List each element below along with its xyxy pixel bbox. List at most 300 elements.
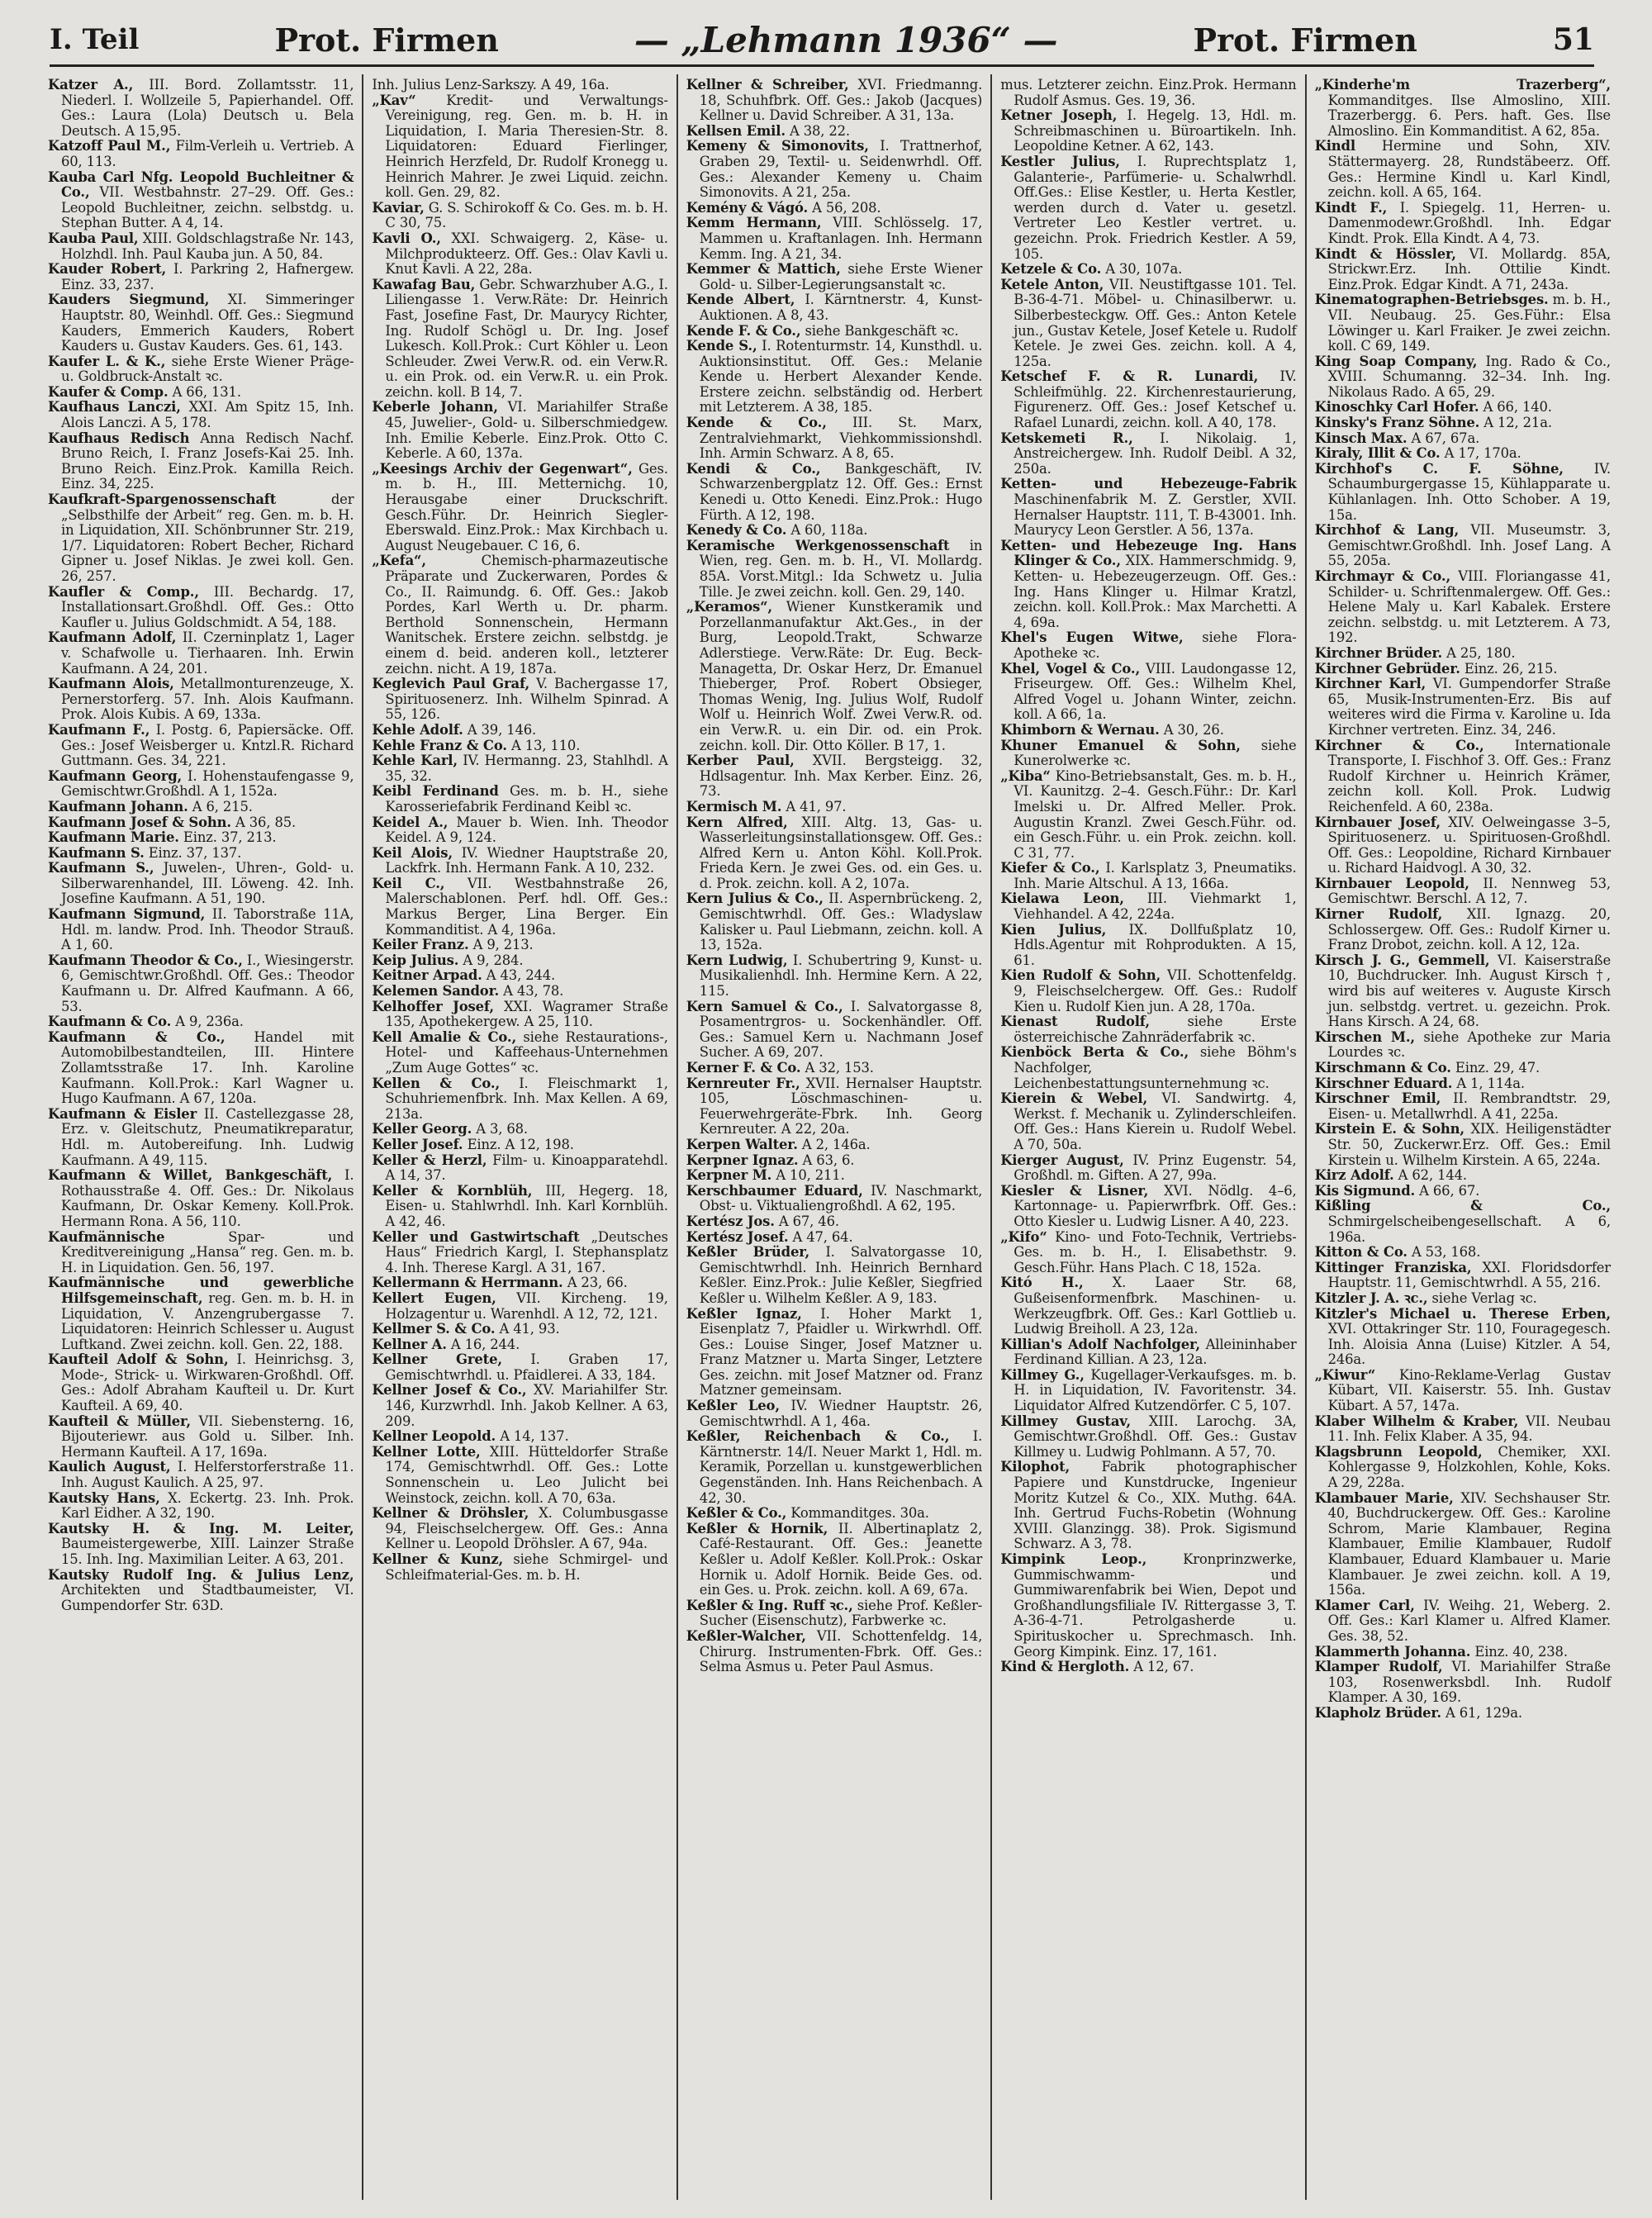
firm-name: Kinoschky Carl Hofer.	[1314, 399, 1479, 416]
entry-details: Kredit- und Verwaltungs-Vereinigung, reg. Gen. m. b. H. in Liquidation, I. Maria Theresien-Str. 8. Liquidatoren: Eduard Fierlinger, Heinrich Herzfeld, Dr. Rudolf Kronegg u. Heinrich Mahrer. Je zwei Liquid. zeichn. koll. Gen. 29, 82.	[385, 92, 668, 201]
firm-name: Kende & Co.,	[686, 415, 827, 431]
firm-name: Kell Amalie & Co.,	[372, 1028, 517, 1045]
firm-name: Kermisch M.	[686, 798, 782, 815]
firm-name: Keil C.,	[372, 875, 445, 891]
firm-name: Kellner Grete,	[372, 1351, 502, 1368]
directory-entry	[686, 800, 982, 815]
directory-entry	[1000, 1460, 1296, 1552]
directory-entry	[372, 1137, 667, 1153]
entry-details: XXI. Am Spitz 15, Inh. Alois Lanczi. A 5, 178.	[61, 399, 354, 431]
directory-entry	[1315, 400, 1611, 416]
entry-details: IV. Schleifmühlg. 22. Kirchenrestaurierung, Figurenerz. Off. Ges.: Josef Ketschef u. Rafael Lunardi, zeichn. koll. A 40, 178.	[1014, 368, 1297, 431]
entry-details: siehe Erste Wiener Präge- u. Goldbruck-Anstalt ꝛc.	[61, 353, 354, 385]
firm-name: Kitzler J. A. ꝛc.,	[1314, 1289, 1428, 1306]
entry-details: III, Hegerg. 18, Eisen- u. Stahlwrhdl. Inh. Karl Kornblüh. A 42, 46.	[385, 1182, 668, 1229]
directory-entry	[48, 170, 354, 231]
directory-entry	[48, 861, 354, 907]
directory-entry	[1315, 1199, 1611, 1245]
directory-entry	[48, 1168, 354, 1229]
firm-name: Kindl	[1314, 138, 1355, 154]
directory-entry	[48, 769, 354, 800]
entry-details: XI. Simmeringer Hauptstr. 80, Weinhdl. Off. Ges.: Siegmund Kauders, Emmerich Kauders, Robert Kauders u. Gustav Kauders. Ges. 61, 143.	[61, 292, 354, 354]
entry-details: A 9, 284.	[463, 952, 524, 968]
directory-entry	[48, 1030, 354, 1107]
section-label: I. Teil	[50, 23, 140, 56]
directory-entry	[48, 953, 354, 1014]
directory-entry	[686, 1153, 982, 1169]
directory-entry	[48, 723, 354, 769]
directory-entry	[1315, 1368, 1611, 1414]
firm-name: Kaufkraft-Spargenossenschaft	[48, 492, 277, 508]
entry-details: m. b. H., VII. Neubaug. 25. Ges.Führ.: Elsa Löwinger u. Karl Fraiker. Je zwei zeichn. koll. C 69, 149.	[1327, 292, 1611, 354]
directory-entry	[1315, 523, 1611, 569]
directory-entry	[686, 1061, 982, 1076]
directory-entry	[372, 846, 667, 876]
directory-entry	[686, 953, 982, 1000]
directory-entry	[686, 539, 982, 600]
entry-details: I. Hohenstaufengasse 9, Gemischtwr.Großhdl. A 1, 152a.	[61, 767, 354, 800]
directory-entry	[1000, 431, 1296, 477]
firm-name: Keßler Ignaz,	[686, 1305, 802, 1322]
firm-name: Kehle Franz & Co.	[372, 737, 507, 753]
directory-entry	[1000, 662, 1296, 723]
entry-details: III. Viehmarkt 1, Viehhandel. A 42, 224a.	[1014, 891, 1297, 923]
directory-entry	[372, 677, 667, 723]
firm-name: Keller und Gastwirtschaft	[372, 1228, 580, 1245]
firm-name: Kirchner Brüder.	[1314, 644, 1443, 661]
running-title-left: Prot. Firmen	[274, 21, 499, 59]
directory-entry	[686, 216, 982, 262]
directory-entry	[48, 1107, 354, 1168]
entry-details: XIV. Sechshauser Str. 40, Buchdruckergew. Off. Ges.: Karoline Schrom, Marie Klambauer, Regina Klambauer, Emilie Klambauer, Rudolf Klambauer, Eduard Klambauer u. Marie Klambauer. Je zwei zeichn. koll. A 19, 156a.	[1327, 1489, 1611, 1598]
firm-name: Kirsch J. G., Gemmell,	[1314, 952, 1490, 968]
firm-name: Kautsky H. & Ing. M. Leiter,	[48, 1520, 354, 1536]
firm-name: Kaufmann Sigmund,	[48, 906, 206, 923]
entry-details: Einz. 40, 238.	[1474, 1643, 1568, 1660]
entry-details: Inh. Julius Lenz-Sarkszy. A 49, 16a.	[372, 77, 610, 93]
firm-name: Kavli O.,	[372, 230, 441, 246]
directory-entry	[48, 1014, 354, 1030]
entry-details: Mauer b. Wien. Inh. Theodor Keidel. A 9, 124.	[385, 814, 668, 846]
directory-entry	[1000, 769, 1296, 862]
entry-details: siehe Prof. Keßler-Sucher (Eisenschutz), Farbwerke ꝛc.	[699, 1597, 983, 1629]
entry-details: A 10, 211.	[776, 1167, 845, 1184]
entry-details: A 47, 64.	[792, 1228, 853, 1245]
entry-details: XIX. Hammerschmidg. 9, Ketten- u. Hebezeugerzeugn. Off. Ges.: Ing. Hans Klinger u. Hilmar Kratzl, zeichn. koll. Koll.Prok.: Max Marchetti. A 4, 69a.	[1014, 553, 1297, 630]
entry-details: XIX. Heiligenstädter Str. 50, Zuckerwr.Erz. Off. Ges.: Emil Kirstein u. Wilhelm Kirstein. A 65, 224a.	[1327, 1121, 1611, 1168]
directory-entry	[48, 830, 354, 846]
firm-name: Kaufhaus Redisch	[48, 430, 190, 446]
directory-entry	[686, 262, 982, 292]
directory-entry	[1315, 953, 1611, 1030]
directory-entry	[372, 78, 667, 93]
directory-entry	[1000, 1275, 1296, 1337]
directory-entry	[48, 78, 354, 139]
directory-entry	[1000, 369, 1296, 430]
entry-details: Ing. Rado & Co., XVIII. Schumanng. 32–34. Inh. Ing. Nikolaus Rado. A 65, 29.	[1327, 353, 1611, 400]
directory-entry	[48, 354, 354, 385]
entry-details: Schmirgelscheibengesellschaft. A 6, 196a.	[1327, 1213, 1611, 1245]
entry-details: XVI. Nödlg. 4–6, Kartonnage- u. Papierwrfbrk. Off. Ges.: Otto Kiesler u. Ludwig Lisner. A 40, 223.	[1014, 1182, 1297, 1229]
entry-details: I. Fleischmarkt 1, Schuhriemenfbrk. Inh. Max Kellen. A 69, 213a.	[385, 1075, 668, 1122]
entry-details: A 9, 236a.	[175, 1014, 244, 1030]
directory-entry	[1315, 907, 1611, 953]
firm-name: Kirschner Emil,	[1314, 1090, 1441, 1107]
firm-name: Keller Georg.	[372, 1121, 472, 1137]
directory-entry	[48, 1460, 354, 1490]
entry-details: IV. Prinz Eugenstr. 54, Großhdl. m. Giften. A 27, 99a.	[1014, 1152, 1297, 1184]
firm-name: Kien Rudolf & Sohn,	[1000, 967, 1161, 984]
directory-entry	[1315, 1261, 1611, 1291]
directory-entry	[372, 1030, 667, 1076]
firm-name: Kawafag Bau,	[372, 276, 476, 292]
firm-name: Kitzler's Michael u. Therese Erben,	[1314, 1305, 1611, 1322]
entry-details: VIII. Floriangasse 41, Schilder- u. Schriftenmalergew. Off. Ges.: Helene Maly u. Karl Kabalek. Erstere zeichn. selbstdg. u. mit Letzterem. A 73, 192.	[1327, 568, 1611, 646]
firm-name: Kirnbauer Leopold,	[1314, 875, 1469, 891]
entry-details: VII. Siebensterng. 16, Bijouteriewr. aus Gold u. Silber. Inh. Hermann Kaufteil. A 17, 169a.	[61, 1413, 354, 1460]
firm-name: Kertész Jos.	[686, 1213, 775, 1229]
directory-entry	[1000, 1230, 1296, 1276]
firm-name: Kirchner Karl,	[1314, 676, 1427, 692]
directory-entry	[686, 753, 982, 800]
directory-entry	[1315, 815, 1611, 876]
directory-entry	[686, 462, 982, 523]
firm-name: Kenedy & Co.	[686, 522, 787, 539]
entry-details: III. St. Marx, Zentralviehmarkt, Viehkommissionshdl. Inh. Armin Schwarz. A 8, 65.	[699, 415, 983, 462]
directory-entry	[1000, 861, 1296, 891]
firm-name: Kierger August,	[1000, 1152, 1124, 1168]
entry-details: A 66, 131.	[172, 383, 241, 400]
firm-name: Kirchhof & Lang,	[1314, 522, 1460, 539]
directory-entry	[48, 400, 354, 430]
firm-name: „Kiwur“	[1314, 1366, 1376, 1383]
entry-details: I. Rothausstraße 4. Off. Ges.: Dr. Nikolaus Kaufmann, Dr. Oskar Kemeny. Koll.Prok. Hermann Rona. A 56, 110.	[61, 1167, 354, 1229]
directory-entry	[48, 1275, 354, 1352]
firm-name: Kaufmann & Willet, Bankgeschäft,	[48, 1167, 333, 1184]
entry-details: A 12, 21a.	[1483, 415, 1552, 431]
entry-details: A 56, 208.	[812, 199, 881, 216]
directory-entry	[686, 1214, 982, 1230]
directory-entry	[48, 139, 354, 169]
firm-name: Kellmer S. & Co.	[372, 1321, 496, 1337]
entry-details: I. Nikolaig. 1, Anstreichergew. Inh. Rudolf Deibl. A 32, 250a.	[1014, 430, 1297, 477]
entry-details: VI. Mollardg. 85A, Strickwr.Erz. Inh. Ottilie Kindt. Einz.Prok. Edgar Kindt. A 71, 243a.	[1327, 245, 1611, 292]
entry-details: II. Castellezgasse 28, Erz. v. Gleitschutz, Pneumatikreparatur, Hdl. m. Autobereifung. Inh. Ludwig Kaufmann. A 49, 115.	[61, 1105, 354, 1168]
firm-name: Kaulich August,	[48, 1459, 171, 1475]
entry-details: A 43, 244.	[486, 967, 556, 984]
firm-name: Kende S.,	[686, 338, 757, 354]
directory-entry	[1000, 723, 1296, 739]
firm-name: Kirschner Eduard.	[1314, 1075, 1453, 1091]
directory-entry	[372, 553, 667, 677]
entry-details: A 25, 180.	[1446, 644, 1516, 661]
entry-details: A 41, 97.	[786, 798, 847, 815]
directory-entry	[686, 201, 982, 216]
directory-entry	[372, 1337, 667, 1353]
firm-name: Kemény & Vágó.	[686, 199, 809, 216]
entry-details: „Deutsches Haus“ Friedrich Kargl, I. Stephansplatz 4. Inh. Therese Kargl. A 31, 167.	[385, 1228, 668, 1275]
firm-name: „Keesings Archiv der Gegenwart“,	[372, 460, 633, 477]
firm-name: Kernreuter Fr.,	[686, 1075, 800, 1091]
directory-entry	[1315, 1076, 1611, 1092]
entry-details: VII. Westbahnstraße 26, Malerschablonen. Perf. hdl. Off. Ges.: Markus Berger, Lina Berger. Ein Kommanditist. A 4, 196a.	[385, 875, 668, 938]
entry-details: Kino- und Foto-Technik, Vertriebs-Ges. m. b. H., I. Elisabethstr. 9. Gesch.Führ. Hans Plach. C 18, 152a.	[1014, 1228, 1297, 1275]
directory-entry	[1315, 139, 1611, 200]
entry-details: A 66, 140.	[1483, 399, 1552, 416]
firm-name: Kien Julius,	[1000, 921, 1107, 938]
text-column-4	[990, 74, 1304, 2200]
firm-name: Klambauer Marie,	[1314, 1489, 1454, 1506]
directory-entry	[1000, 539, 1296, 631]
firm-name: Kellner Lotte,	[372, 1443, 481, 1460]
entry-details: VI. Mariahilfer Straße 45, Juwelier-, Gold- u. Silberschmiedgew. Inh. Emilie Keberle. Einz.Prok. Otto C. Keberle. A 60, 137a.	[385, 399, 668, 462]
directory-entry	[372, 1230, 667, 1276]
entry-details: XXI. Floridsdorfer Hauptstr. 11, Gemischtwrhdl. A 55, 216.	[1327, 1259, 1611, 1291]
firm-name: Kiesler & Lisner,	[1000, 1182, 1149, 1199]
entry-details: Metallmonturenzeuge, X. Pernerstorferg. 57. Inh. Alois Kaufmann. Prok. Alois Kubis. A 69, 133a.	[61, 676, 354, 723]
directory-entry	[48, 1522, 354, 1568]
firm-name: Khimborn & Wernau.	[1000, 721, 1160, 738]
firm-name: Kinsky's Franz Söhne.	[1314, 415, 1480, 431]
directory-entry	[1000, 154, 1296, 262]
text-column-1	[48, 74, 362, 2200]
firm-name: Kemm Hermann,	[686, 215, 822, 231]
entry-details: Gebr. Schwarzhuber A.G., I. Liliengasse 1. Verw.Räte: Dr. Heinrich Fast, Josefine Fast, Dr. Maurycy Richter, Ing. Rudolf Schögl u. Dr. Ing. Josef Lukesch. Koll.Prok.: Curt Köhler u. Leon Schleuder. Zwei Verw.R. od. ein Verw.R. u. ein Prok. od. ein Verw.R. u. ein Prok. zeichn. koll. B 14, 7.	[385, 276, 668, 400]
entry-details: VII. Schottenfeldg. 14, Chirurg. Instrumenten-Fbrk. Off. Ges.: Selma Asmus u. Peter Paul Asmus.	[699, 1627, 983, 1675]
firm-name: Klapholz Brüder.	[1314, 1704, 1441, 1721]
firm-name: „Kifo“	[1000, 1228, 1047, 1245]
entry-details: Chemiker, XXI. Kohlergasse 9, Holzkohlen, Kohle, Koks. A 29, 228a.	[1327, 1443, 1611, 1491]
firm-name: Killmey Gustav,	[1000, 1413, 1131, 1429]
entry-details: II. Taborstraße 11A, Hdl. m. landw. Prod. Inh. Theodor Strauß. A 1, 60.	[61, 906, 354, 953]
directory-entry	[1000, 1014, 1296, 1045]
directory-entry	[372, 1322, 667, 1337]
firm-name: Kelemen Sandor.	[372, 983, 500, 1000]
directory-entry	[48, 846, 354, 862]
directory-entry	[372, 1445, 667, 1506]
entry-details: VI. Kaiserstraße 10, Buchdrucker. Inh. August Kirsch †, wird bis auf weiteres v. Auguste Kirsch jun. selbstdg. vertret. u. gezeichn. Prok. Hans Kirsch. A 24, 68.	[1327, 952, 1611, 1030]
firm-name: Keberle Johann,	[372, 399, 498, 416]
directory-entry	[686, 139, 982, 200]
firm-name: Kern Samuel & Co.,	[686, 998, 843, 1014]
entry-details: I. Kärntnerstr. 4, Kunst-Auktionen. A 8, 43.	[699, 292, 983, 323]
directory-entry	[1315, 569, 1611, 646]
directory-entry	[1315, 1168, 1611, 1184]
entry-details: Architekten und Stadtbaumeister, VI. Gumpendorfer Str. 63D.	[61, 1582, 354, 1613]
firm-name: Kitton & Co.	[1314, 1244, 1408, 1261]
entry-details: I. Hegelg. 13, Hdl. m. Schreibmaschinen u. Büroartikeln. Inh. Leopoldine Ketner. A 62, 143.	[1014, 107, 1297, 154]
directory-entry	[1315, 431, 1611, 447]
firm-name: Kemmer & Mattich,	[686, 261, 841, 278]
firm-name: Kern Alfred,	[686, 814, 788, 830]
entry-details: A 43, 78.	[503, 983, 564, 1000]
directory-entry	[686, 1245, 982, 1306]
firm-name: Kellert Eugen,	[372, 1289, 496, 1306]
entry-details: VI. Mariahilfer Straße 103, Rosenwerksbdl. Inh. Rudolf Klamper. A 30, 169.	[1327, 1659, 1611, 1706]
directory-entry	[686, 600, 982, 753]
directory-entry	[372, 278, 667, 401]
entry-details: X. Laaer Str. 68, Gußeisenformenfbrk. Maschinen- u. Werkzeugfbrk. Off. Ges.: Karl Gottlieb u. Ludwig Breiholl. A 23, 12a.	[1014, 1275, 1297, 1337]
firm-name: Kinematographen-Betriebsges.	[1314, 292, 1549, 308]
directory-entry	[1315, 292, 1611, 354]
directory-entry	[1315, 1645, 1611, 1660]
entry-details: I. Rotenturmstr. 14, Kunsthdl. u. Auktionsinstitut. Off. Ges.: Melanie Kende u. Herbert Alexander Kende. Erstere zeichn. selbständig od. Herbert mit Letzterem. A 38, 185.	[699, 338, 983, 416]
text-column-3	[676, 74, 990, 2200]
firm-name: Keibl Ferdinand	[372, 783, 499, 800]
entry-details: A 30, 26.	[1163, 721, 1224, 738]
firm-name: Kirchmayr & Co.,	[1314, 568, 1451, 584]
directory-entry	[1315, 201, 1611, 247]
directory-entry	[48, 677, 354, 723]
directory-entry	[372, 784, 667, 815]
entry-details: I., Wiesingerstr. 6, Gemischtwr.Großhdl. Off. Ges.: Theodor Kaufmann u. Dr. Alfred Kaufmann. A 66, 53.	[61, 952, 354, 1014]
entry-details: reg. Gen. m. b. H. in Liquidation, V. Anzengrubergasse 7. Liquidatoren: Heinrich Schlesser u. August Luftkand. Zwei zeichn. koll. Gen. 22, 188.	[61, 1289, 354, 1352]
firm-name: Kimpink Leop.,	[1000, 1551, 1147, 1567]
entry-details: V. Bachergasse 17, Spirituosenerz. Inh. Wilhelm Spinrad. A 55, 126.	[385, 676, 668, 723]
entry-details: I. Karlsplatz 3, Pneumatiks. Inh. Marie Altschul. A 13, 166a.	[1014, 860, 1297, 891]
entry-details: siehe Erste Wiener Gold- u. Silber-Legierungsanstalt ꝛc.	[699, 261, 983, 292]
entry-details: IV. Naschmarkt, Obst- u. Viktualiengroßhdl. A 62, 195.	[699, 1182, 983, 1214]
entry-details: II. Czerninplatz 1, Lager v. Schafwolle u. Tierhaaren. Inh. Erwin Kaufmann. A 24, 201.	[61, 629, 354, 677]
directory-entry	[48, 431, 354, 492]
directory-entry	[686, 292, 982, 323]
entry-details: I. Kärntnerstr. 14/I. Neuer Markt 1, Hdl. m. Keramik, Porzellan u. kunstgewerblichen Gegenständen. Inh. Hans Reichenbach. A 42, 30.	[699, 1428, 983, 1506]
firm-name: Kaufteil & Müller,	[48, 1413, 191, 1429]
entry-details: A 16, 244.	[450, 1336, 520, 1352]
firm-name: Keglevich Paul Graf,	[372, 676, 530, 692]
entry-details: Bankgeschäft, IV. Schwarzenbergplatz 12. Off. Ges.: Ernst Kenedi u. Otto Kenedi. Einz.Prok.: Hugo Fürth. A 12, 198.	[699, 460, 983, 523]
entry-details: A 41, 93.	[499, 1321, 560, 1337]
firm-name: Kellsen Emil.	[686, 122, 786, 139]
entry-details: A 3, 68.	[476, 1121, 528, 1137]
firm-name: Keller Josef.	[372, 1136, 463, 1152]
directory-entry	[372, 1552, 667, 1583]
firm-name: Kaufmann Josef & Sohn.	[48, 814, 231, 830]
firm-name: Keil Alois,	[372, 844, 453, 861]
directory-entry	[48, 231, 354, 262]
entry-details: Ges. m. b. H., siehe Karosseriefabrik Ferdinand Keibl ꝛc.	[385, 783, 668, 815]
directory-entry	[1315, 247, 1611, 293]
firm-name: Kirschen M.,	[1314, 1028, 1415, 1045]
entry-details: A 14, 137.	[500, 1428, 569, 1445]
entry-details: IV. Hermanng. 23, Stahlhdl. A 35, 32.	[385, 753, 668, 784]
entry-details: I. Spiegelg. 11, Herren- u. Damenmodewr.Großhdl. Inh. Edgar Kindt. Prok. Ella Kindt. A 4, 73.	[1327, 199, 1611, 246]
firm-name: Kautsky Rudolf Ing. & Julius Lenz,	[48, 1566, 354, 1583]
firm-name: Keßler & Hornik,	[686, 1520, 828, 1536]
entry-details: siehe Verlag ꝛc.	[1431, 1289, 1537, 1306]
page-header	[50, 15, 1594, 67]
directory-entry	[48, 800, 354, 815]
entry-details: I. Salvatorgasse 8, Posamentrgros- u. Sockenhändler. Off. Ges.: Samuel Kern u. Nachmann Josef Sucher. A 69, 207.	[699, 998, 983, 1061]
firm-name: Kauba Carl Nfg. Leopold Buchleitner & Co.,	[48, 169, 354, 201]
directory-entry	[686, 416, 982, 462]
firm-name: Kerpner Ignaz.	[686, 1152, 799, 1168]
directory-entry	[1000, 262, 1296, 278]
firm-name: Ketner Joseph,	[1000, 107, 1118, 124]
entry-details: VII. Westbahnstr. 27–29. Off. Ges.: Leopold Buchleitner, zeichn. selbstdg. u. Stephan Butter. A 4, 14.	[61, 184, 354, 231]
directory-entry	[1315, 646, 1611, 662]
entry-details: A 32, 153.	[805, 1060, 874, 1076]
firm-name: Kienast Rudolf,	[1000, 1014, 1150, 1030]
firm-name: Klammerth Johanna.	[1314, 1643, 1471, 1660]
directory-entry	[48, 292, 354, 354]
firm-name: Kaufmann & Co.	[48, 1014, 172, 1030]
firm-name: Kaufmann & Co.,	[48, 1028, 225, 1045]
firm-name: Klaber Wilhelm & Kraber,	[1314, 1413, 1519, 1429]
firm-name: Kirchner Gebrüder.	[1314, 660, 1460, 677]
firm-name: „Kav“	[372, 92, 416, 108]
directory-entry	[372, 1153, 667, 1184]
directory-entry	[372, 1184, 667, 1230]
entry-details: Internationale Transporte, I. Fischhof 3. Off. Ges.: Franz Rudolf Kirchner u. Heinrich Krämer, zeichn koll. Koll. Prok. Ludwig Reichenfeld. A 60, 238a.	[1327, 737, 1611, 815]
directory-entry	[686, 1307, 982, 1399]
entry-details: A 12, 67.	[1133, 1659, 1194, 1675]
firm-name: Kautsky Hans,	[48, 1489, 160, 1506]
entry-details: A 53, 168.	[1411, 1244, 1481, 1261]
firm-name: „Kinderhe'm Trazerberg“,	[1314, 77, 1611, 93]
entry-details: Handel mit Automobilbestandteilen, III. Hintere Zollamtsstraße 17. Inh. Karoline Kaufmann. Koll.Prok.: Karl Wagner u. Hugo Kaufmann. A 67, 120a.	[61, 1028, 354, 1107]
directory-entry	[48, 262, 354, 292]
entry-details: mus. Letzterer zeichn. Einz.Prok. Hermann Rudolf Asmus. Ges. 19, 36.	[1000, 77, 1297, 108]
directory-entry	[1315, 677, 1611, 738]
directory-entry	[1315, 1122, 1611, 1168]
directory-entry	[48, 1491, 354, 1522]
entry-details: XXI. Wagramer Straße 135, Apothekergew. A 25, 110.	[385, 998, 668, 1030]
entry-details: I. Graben 17, Gemischtwrhdl. u. Pfaidlerei. A 33, 184.	[385, 1351, 668, 1383]
firm-name: Keßler-Walcher,	[686, 1627, 806, 1644]
entry-details: II. Albertinaplatz 2, Café-Restaurant. Off. Ges.: Jeanette Keßler u. Adolf Keßler. Koll.Prok.: Oskar Hornik u. Adolf Hornik. Beide Ges. od. ein Ges. u. Prok. zeichn. koll. A 69, 67a.	[699, 1520, 983, 1598]
firm-name: Kerner F. & Co.	[686, 1060, 801, 1076]
directory-entry	[1000, 1184, 1296, 1230]
firm-name: Kindt & Hössler,	[1314, 245, 1456, 262]
directory-entry	[1000, 923, 1296, 969]
entry-details: Spar- und Kreditvereinigung „Hansa“ reg. Gen. m. b. H. in Liquidation. Gen. 56, 197.	[61, 1228, 354, 1275]
firm-name: Kerschbaumer Eduard,	[686, 1182, 863, 1199]
firm-name: Keßler & Ing. Ruff ꝛc.,	[686, 1597, 853, 1613]
directory-entry	[1315, 462, 1611, 523]
firm-name: Keidel A.,	[372, 814, 449, 830]
firm-name: Keiler Franz.	[372, 937, 469, 953]
entry-details: VI. Sandwirtg. 4, Werkst. f. Mechanik u. Zylinderschleifen. Off. Ges.: Hans Kierein u. Rudolf Webel. A 70, 50a.	[1014, 1090, 1297, 1152]
entry-details: Kommanditges. 30a.	[790, 1505, 929, 1522]
entry-details: VII. Schottenfeldg. 9, Fleischselchergew. Off. Ges.: Rudolf Kien u. Rudolf Kien jun. A 28, 170a.	[1014, 967, 1297, 1014]
firm-name: „Kiba“	[1000, 767, 1051, 784]
entry-details: IV. Weihg. 21, Weberg. 2. Off. Ges.: Karl Klamer u. Alfred Klamer. Ges. 38, 52.	[1327, 1597, 1611, 1644]
entry-details: A 23, 66.	[567, 1275, 628, 1291]
directory-entry	[372, 815, 667, 846]
entry-details: XXI. Schwaigerg. 2, Käse- u. Milchprodukteerz. Off. Ges.: Olav Kavli u. Knut Kavli. A 22, 28a.	[385, 230, 668, 278]
entry-details: Kronprinzwerke, Gummischwamm- und Gummiwarenfabrik bei Wien, Depot und Großhandlungsfiliale IV. Rittergasse 3, T. A-36-4-71. Petrolgasherde u. Spirituskocher u. Sprechmasch. Inh. Georg Kimpink. Einz. 17, 161.	[1014, 1551, 1297, 1660]
directory-entry	[1315, 446, 1611, 462]
directory-entry	[686, 1598, 982, 1629]
firm-name: Kaufmann Johann.	[48, 798, 188, 815]
directory-entry	[1000, 1153, 1296, 1184]
directory-entry	[1315, 1061, 1611, 1076]
directory-entry	[686, 1629, 982, 1675]
entry-details: VI. Gumpendorfer Straße 65, Musik-Instrumenten-Erz. Bis auf weiteres wird die Firma v. Karoline u. Ida Kirchner vertreten. Einz. 34, 246.	[1327, 676, 1611, 738]
entry-details: VII. Neustiftgasse 101. Tel. B-36-4-71. Möbel- u. Chinasilberwr. u. Silberbesteckgw. Off. Ges.: Anton Ketele jun., Gustav Ketele, Josef Ketele u. Rudolf Ketele. Je zwei Ges. zeichn. koll. A 4, 125a.	[1014, 276, 1297, 369]
firm-name: Kerpen Walter.	[686, 1136, 798, 1152]
firm-name: Kaufmann S.,	[48, 860, 154, 876]
entry-details: Kugellager-Verkaufsges. m. b. H. in Liquidation, IV. Favoritenstr. 34. Liquidator Alfred Kutzendörfer. C 5, 107.	[1014, 1366, 1297, 1414]
firm-name: Kaufmann S.	[48, 844, 145, 861]
firm-name: Kellner & Dröhsler,	[372, 1505, 529, 1522]
directory-entry	[686, 78, 982, 124]
entry-details: A 38, 22.	[789, 122, 850, 139]
directory-entry	[372, 723, 667, 739]
entry-details: Kommanditges. Ilse Almoslino, XIII. Trazerbergg. 6. Pers. haft. Ges. Ilse Almoslino. Ein Kommanditist. A 62, 85a.	[1327, 92, 1611, 139]
entry-details: XVII. Hernalser Hauptstr. 105, Löschmaschinen- u. Feuerwehrgeräte-Fbrk. Inh. Georg Kernreuter. A 22, 20a.	[699, 1075, 983, 1137]
